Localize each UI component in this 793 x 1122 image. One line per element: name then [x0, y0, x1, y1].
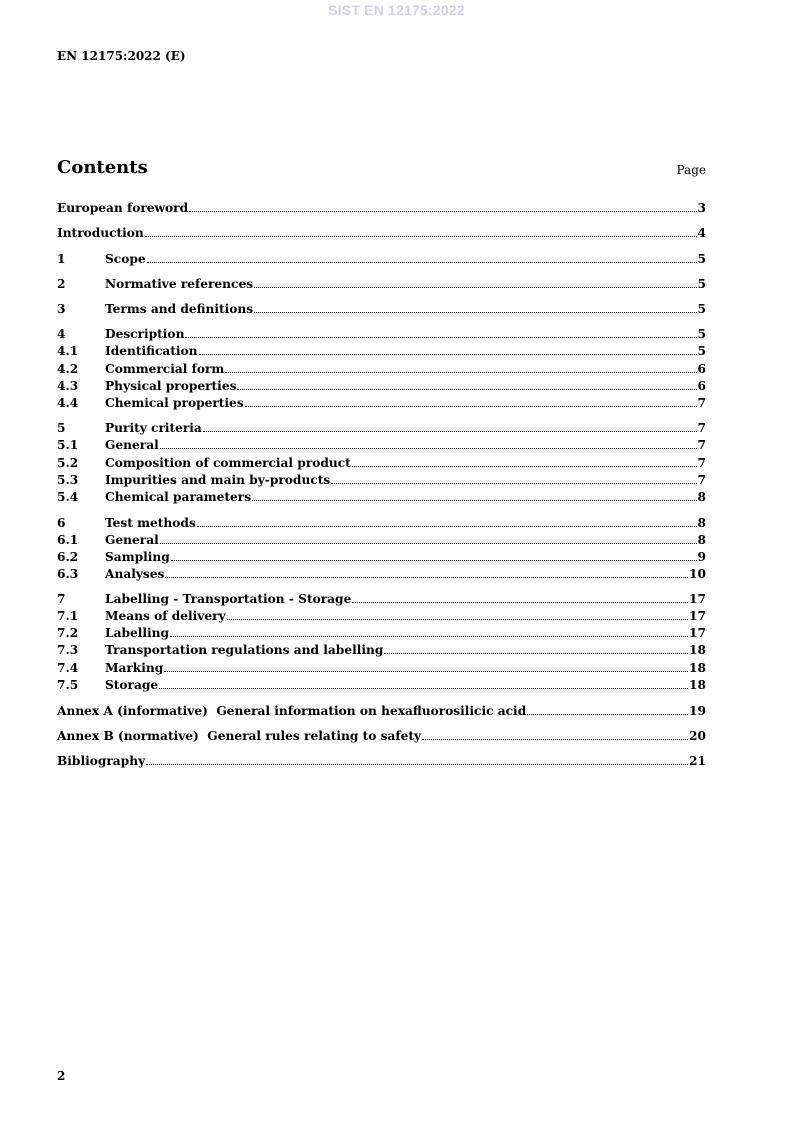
- toc-entry[interactable]: [57, 703, 706, 720]
- toc-dot-leader: [254, 301, 696, 313]
- toc-dot-leader: [237, 378, 696, 390]
- toc-dot-leader: [225, 361, 696, 373]
- toc-entry-number: 6: [57, 516, 66, 530]
- toc-entry-title: Storage: [105, 678, 159, 692]
- toc-dot-leader: [384, 642, 688, 654]
- toc-entry-number: 4.4: [57, 396, 79, 410]
- toc-entry-number: 5.2: [57, 456, 79, 470]
- toc-entry[interactable]: [57, 437, 706, 454]
- watermark: SIST EN 12175:2022: [328, 2, 465, 18]
- toc-entry-page: 7: [697, 456, 706, 470]
- toc-dot-leader: [245, 395, 697, 407]
- toc-entry-title: Annex B (normative) General rules relating to safety: [57, 729, 422, 743]
- toc-dot-leader: [254, 276, 696, 288]
- toc-entry-number: 7.2: [57, 626, 79, 640]
- toc-entry-title: Commercial form: [105, 362, 225, 376]
- toc-entry-page: 18: [689, 661, 706, 675]
- toc-dot-leader: [252, 489, 696, 501]
- toc-entry-page: 8: [697, 533, 706, 547]
- toc-entry-title: Physical properties: [105, 379, 237, 393]
- toc-entry-title: European foreword: [57, 201, 189, 215]
- toc-entry-title: Analyses: [105, 567, 165, 581]
- toc-entry-number: 4: [57, 327, 66, 341]
- toc-entry-page: 9: [697, 550, 706, 564]
- toc-entry-page: 6: [697, 362, 706, 376]
- toc-dot-leader: [146, 753, 688, 765]
- toc-entry-title: Normative references: [105, 277, 254, 291]
- toc-entry[interactable]: [57, 753, 706, 770]
- toc-dot-leader: [352, 591, 688, 603]
- toc-entry-page: 6: [697, 379, 706, 393]
- toc-entry-title: Introduction: [57, 226, 144, 240]
- toc-entry[interactable]: [57, 591, 706, 608]
- toc-dot-leader: [171, 549, 697, 561]
- toc-entry-title: Transportation regulations and labelling: [105, 643, 384, 657]
- toc-entry[interactable]: [57, 301, 706, 318]
- toc-dot-leader: [331, 472, 696, 484]
- toc-entry-number: 4.2: [57, 362, 79, 376]
- toc-entry[interactable]: [57, 549, 706, 566]
- toc-entry-number: 7.4: [57, 661, 79, 675]
- toc-entry-title: Labelling - Transportation - Storage: [105, 592, 352, 606]
- toc-entry[interactable]: [57, 455, 706, 472]
- toc-entry-page: 18: [689, 678, 706, 692]
- toc-entry[interactable]: [57, 642, 706, 659]
- toc-dot-leader: [352, 455, 697, 467]
- toc-entry-number: 1: [57, 252, 66, 266]
- toc-entry[interactable]: [57, 472, 706, 489]
- toc-entry-page: 7: [697, 396, 706, 410]
- toc-entry-title: General: [105, 438, 159, 452]
- toc-entry-number: 7.1: [57, 609, 79, 623]
- toc-entry-title: Description: [105, 327, 185, 341]
- toc-entry-page: 21: [689, 754, 706, 768]
- toc-entry[interactable]: [57, 608, 706, 625]
- toc-entry-number: 5.1: [57, 438, 79, 452]
- toc-entry[interactable]: [57, 625, 706, 642]
- toc-entry-number: 4.3: [57, 379, 79, 393]
- toc-entry-page: 19: [689, 704, 706, 718]
- toc-entry[interactable]: [57, 677, 706, 694]
- toc-entry-number: 7: [57, 592, 66, 606]
- toc-dot-leader: [147, 251, 697, 263]
- toc-entry-title: Chemical properties: [105, 396, 244, 410]
- toc-entry[interactable]: [57, 378, 706, 395]
- toc-entry-title: General: [105, 533, 159, 547]
- toc-entry-page: 17: [689, 626, 706, 640]
- toc-entry-page: 5: [697, 302, 706, 316]
- toc-dot-leader: [203, 420, 697, 432]
- toc-dot-leader: [170, 625, 688, 637]
- toc-dot-leader: [227, 608, 688, 620]
- toc-entry[interactable]: [57, 532, 706, 549]
- toc-entry-page: 17: [689, 592, 706, 606]
- toc-dot-leader: [159, 677, 688, 689]
- toc-entry-title: Impurities and main by-products: [105, 473, 331, 487]
- toc-entry[interactable]: [57, 361, 706, 378]
- toc-entry-number: 7.3: [57, 643, 79, 657]
- toc-entry-page: 18: [689, 643, 706, 657]
- toc-entry-page: 10: [689, 567, 706, 581]
- toc-dot-leader: [160, 532, 697, 544]
- toc-dot-leader: [197, 515, 697, 527]
- toc-entry-page: 4: [697, 226, 706, 240]
- toc-entry-number: 6.2: [57, 550, 79, 564]
- toc-entry-page: 5: [697, 252, 706, 266]
- toc-entry-number: 6.3: [57, 567, 79, 581]
- toc-dot-leader: [165, 566, 688, 578]
- toc-entry[interactable]: [57, 326, 706, 343]
- toc-entry-page: 5: [697, 277, 706, 291]
- toc-entry[interactable]: [57, 225, 706, 242]
- toc-entry-title: Purity criteria: [105, 421, 202, 435]
- toc-dot-leader: [164, 660, 688, 672]
- toc-entry[interactable]: [57, 566, 706, 583]
- toc-entry-title: Annex A (informative) General information on hexafluorosilicic acid: [57, 704, 527, 718]
- toc-entry-page: 7: [697, 421, 706, 435]
- toc-entry-page: 3: [697, 201, 706, 215]
- page-column-label: Page: [676, 163, 706, 177]
- contents-title: Contents: [57, 157, 148, 178]
- toc-dot-leader: [189, 200, 696, 212]
- toc-entry[interactable]: [57, 200, 706, 217]
- contents-header: [57, 157, 706, 183]
- toc-dot-leader: [199, 343, 697, 355]
- toc-entry-number: 2: [57, 277, 66, 291]
- toc-entry-title: Labelling: [105, 626, 170, 640]
- toc-entry[interactable]: [57, 728, 706, 745]
- toc-dot-leader: [185, 326, 696, 338]
- toc-dot-leader: [422, 728, 688, 740]
- toc-entry-title: Terms and definitions: [105, 302, 254, 316]
- toc-entry[interactable]: [57, 420, 706, 437]
- toc-entry[interactable]: [57, 660, 706, 677]
- document-id: EN 12175:2022 (E): [57, 49, 186, 63]
- toc-entry-title: Scope: [105, 252, 146, 266]
- toc-entry-title: Sampling: [105, 550, 170, 564]
- toc-entry[interactable]: [57, 343, 706, 360]
- toc-dot-leader: [527, 703, 688, 715]
- toc-entry-page: 8: [697, 490, 706, 504]
- toc-entry-number: 6.1: [57, 533, 79, 547]
- toc-entry-title: Chemical parameters: [105, 490, 252, 504]
- toc-entry-title: Bibliography: [57, 754, 146, 768]
- toc-entry-number: 5.4: [57, 490, 79, 504]
- toc-entry-page: 5: [697, 344, 706, 358]
- toc-entry[interactable]: [57, 251, 706, 268]
- toc-entry-number: 4.1: [57, 344, 79, 358]
- toc-entry-title: Composition of commercial product: [105, 456, 351, 470]
- toc-entry-number: 3: [57, 302, 66, 316]
- toc-entry-title: Test methods: [105, 516, 196, 530]
- toc-entry-page: 7: [697, 473, 706, 487]
- toc-entry-page: 7: [697, 438, 706, 452]
- toc-entry[interactable]: [57, 395, 706, 412]
- toc-entry-title: Identification: [105, 344, 198, 358]
- toc-entry-number: 5: [57, 421, 66, 435]
- toc-entry-page: 8: [697, 516, 706, 530]
- toc-entry[interactable]: [57, 276, 706, 293]
- toc-entry-title: Marking: [105, 661, 164, 675]
- page-number: 2: [57, 1069, 66, 1083]
- toc-entry-page: 20: [689, 729, 706, 743]
- toc-entry-title: Means of delivery: [105, 609, 226, 623]
- toc-entry[interactable]: [57, 489, 706, 506]
- toc-dot-leader: [145, 225, 697, 237]
- toc-entry-number: 7.5: [57, 678, 79, 692]
- toc-entry-number: 5.3: [57, 473, 79, 487]
- toc-entry-page: 17: [689, 609, 706, 623]
- toc-dot-leader: [160, 437, 697, 449]
- toc-entry[interactable]: [57, 515, 706, 532]
- toc-entry-page: 5: [697, 327, 706, 341]
